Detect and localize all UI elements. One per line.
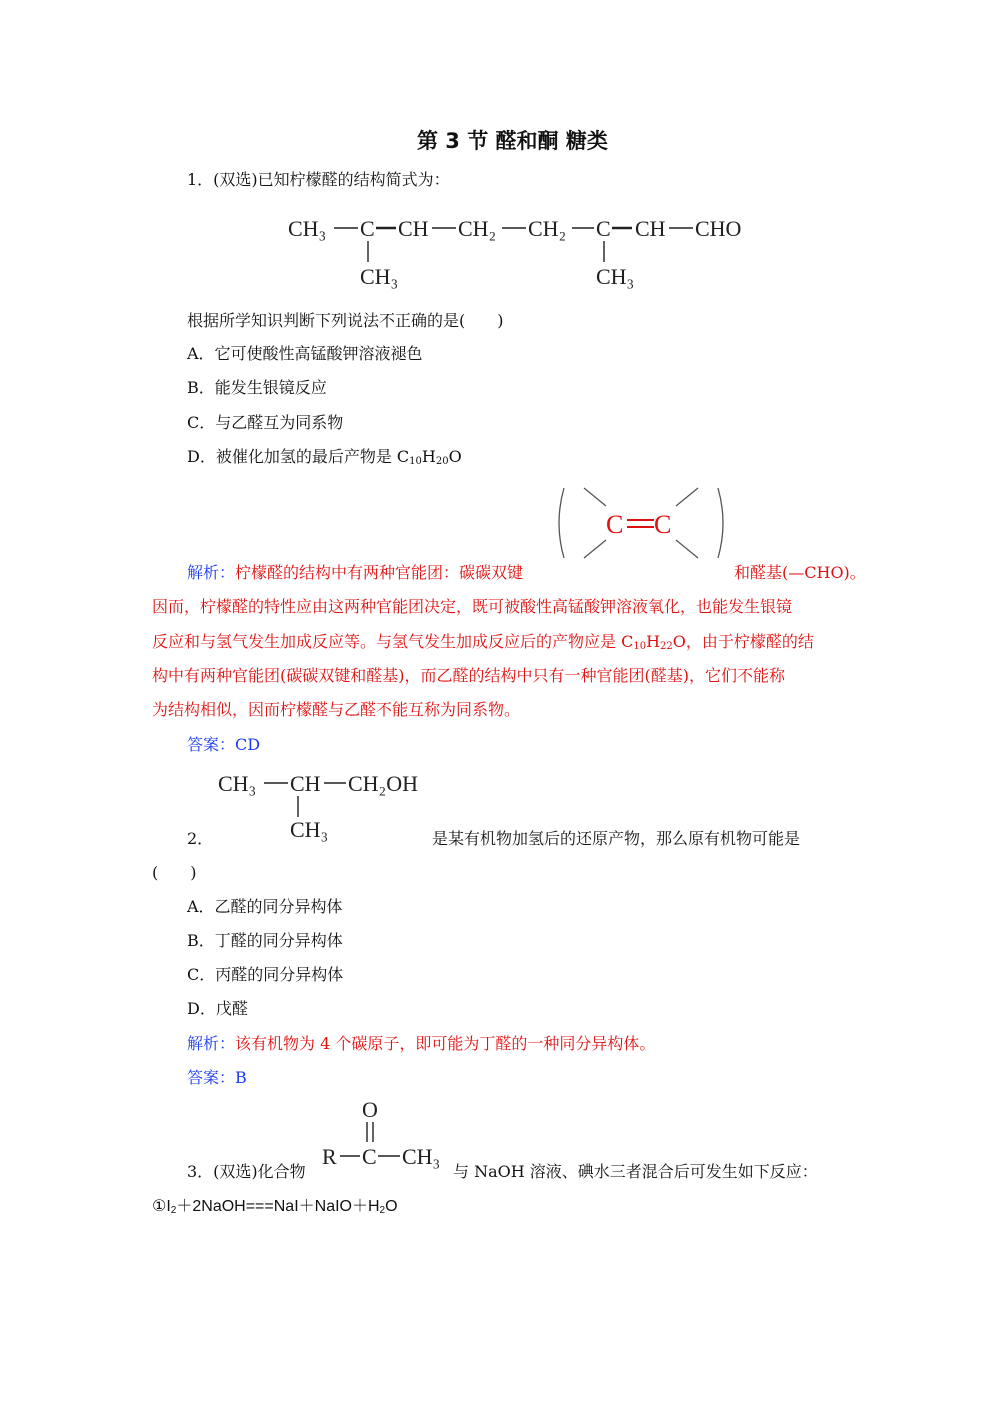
q1-struct-ch1: CH <box>398 216 429 241</box>
q1-option-b: B．能发生银镜反应 <box>187 378 327 397</box>
q3-reaction-1: $①I_2+2NaOH===NaI+NaIO+H_2O$ <box>152 1198 398 1216</box>
q1-analysis-line5: 为结构相似，因而柠檬醛与乙醛不能互称为同系物。 <box>152 700 521 719</box>
q3-structure-methyl-ketone <box>316 1094 450 1178</box>
q1-struct-ch2a: CH₂ <box>458 216 497 241</box>
q2-struct-ch2oh: CH₂OH <box>348 771 419 796</box>
q1-struct-c2: C <box>596 216 611 241</box>
q3-struct-ch3: CH₃ <box>402 1144 441 1169</box>
q3-struct-oxygen: O <box>362 1097 378 1122</box>
q1-struct-ch2b: CH₂ <box>528 216 567 241</box>
q1-struct-branch1: CH₃ <box>360 264 399 289</box>
q2-paren: ( ) <box>152 863 197 882</box>
page-title: 第 3 节 醛和酮 糖类 <box>417 129 608 153</box>
q1-option-a: A．它可使酸性高锰酸钾溶液褪色 <box>187 344 423 363</box>
q1-structure-citral <box>280 208 760 294</box>
q2-analysis: 解析：该有机物为 4 个碳原子，即可能为丁醛的一种同分异构体。 <box>187 1034 656 1053</box>
q1-analysis-line2: 因而，柠檬醛的特性应由这两种官能团决定，既可被酸性高锰酸钾溶液氧化，也能发生银镜 <box>152 597 793 616</box>
q1-analysis-line4: 构中有两种官能团(碳碳双键和醛基)，而乙醛的结构中只有一种官能团(醛基)，它们不能称 <box>152 666 785 685</box>
q1-analysis-line1-end: 和醛基(—CHO)。 <box>734 563 866 582</box>
q2-analysis-label: 解析： <box>187 1034 236 1053</box>
q1-struct-ch2: CH <box>635 216 666 241</box>
q2-option-c: C．丙醛的同分异构体 <box>187 965 344 984</box>
q2-option-a: A．乙醛的同分异构体 <box>187 897 343 916</box>
q1-option-c: C．与乙醛互为同系物 <box>187 413 344 432</box>
q2-structure-isobutanol <box>210 765 440 847</box>
q1-option-d: D．被催化加氢的最后产物是 $C_{10}H_{20}O$ <box>187 447 462 467</box>
q1-struct-branch2: CH₃ <box>596 264 635 289</box>
q2-struct-ch: CH <box>290 771 321 796</box>
q1-analysis-line3: 反应和与氢气发生加成反应等。与氢气发生加成反应后的产物应是 $C_{10}H_{22}O$，由于柠檬醛的结 <box>152 632 814 652</box>
q1-struct-c1: C <box>360 216 375 241</box>
q3-stem-end: 与 NaOH 溶液、碘水三者混合后可发生如下反应： <box>453 1162 818 1181</box>
q3-struct-carbon: C <box>362 1144 377 1169</box>
q1-struct-cho: CHO <box>695 216 742 241</box>
q1-answer: 答案：CD <box>187 735 261 754</box>
q1-cc-left-carbon: C <box>606 510 624 539</box>
q1-cc-right-carbon: C <box>654 510 672 539</box>
q2-struct-ch3: CH₃ <box>218 771 257 796</box>
q1-struct-ch3: CH₃ <box>288 216 327 241</box>
q2-number: 2． <box>187 829 214 848</box>
q1-analysis-label: 解析： <box>187 563 236 582</box>
q1-stem: 1．(双选)已知柠檬醛的结构简式为： <box>187 170 450 189</box>
q3-struct-r: R <box>322 1144 337 1169</box>
q3-stem-start: 3．(双选)化合物 <box>187 1162 306 1181</box>
q2-option-d: D．戊醛 <box>187 999 248 1018</box>
q1-cc-double-bond-structure <box>548 482 738 564</box>
q2-option-b: B．丁醛的同分异构体 <box>187 931 343 950</box>
q1-analysis-line1: 解析：柠檬醛的结构中有两种官能团：碳碳双键 <box>187 563 524 582</box>
q2-answer: 答案：B <box>187 1068 247 1087</box>
q2-struct-branch: CH₃ <box>290 817 329 842</box>
q2-stem: 是某有机物加氢后的还原产物，那么原有机物可能是 <box>432 829 801 848</box>
q1-ask: 根据所学知识判断下列说法不正确的是( ) <box>187 311 504 330</box>
